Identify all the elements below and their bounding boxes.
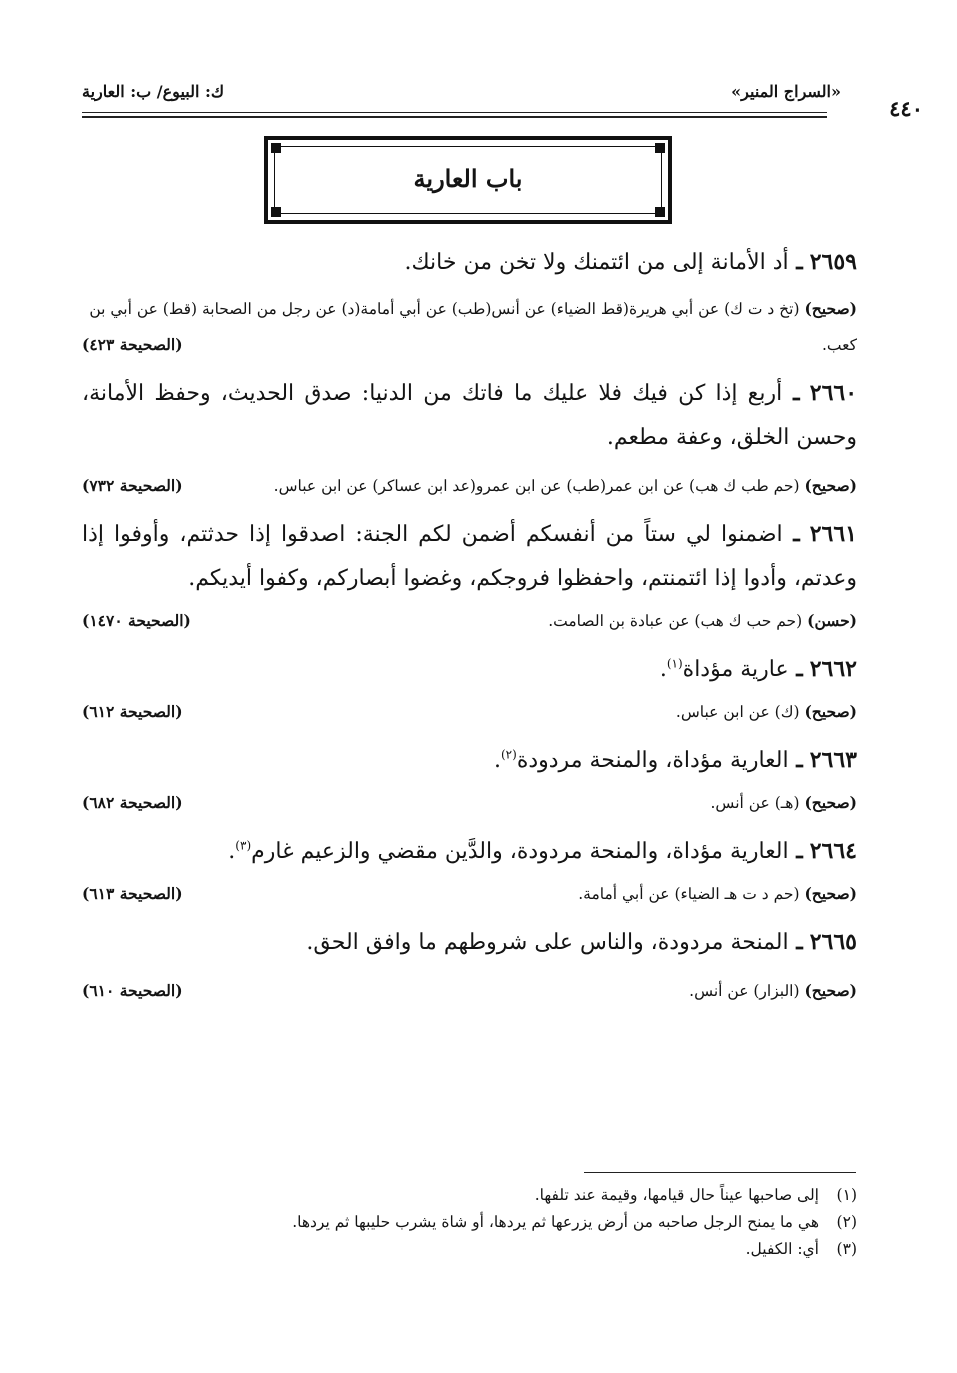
- footnote-marker: (١): [666, 656, 683, 671]
- footnote-text: إلى صاحبها عيناً حال قيامها، وقيمة عند تلفها.: [534, 1186, 819, 1204]
- hadith-source-text: (ك) عن ابن عباس.: [675, 703, 800, 721]
- hadith-reference: (الصحيحة ٦١٠): [82, 981, 183, 1000]
- hadith-text-line: ٢٦٦٢ ـ عارية مؤداة$^{(١)}$.: [659, 656, 857, 682]
- footnote-text: أي: الكفيل.: [745, 1240, 819, 1258]
- page-number: ٤٤٠: [889, 96, 923, 121]
- hadith-source-text: (حم د ت هـ الضياء) عن أبي أمامة.: [578, 885, 800, 903]
- hadith-number: ٢٦٦٤: [809, 838, 857, 864]
- hadith-reference: (الصحيحة ٦١٣): [82, 884, 183, 903]
- hadith-text-line: ٢٦٦٣ ـ العارية مؤداة، والمنحة مردودة$^{(٢)}$.: [493, 747, 857, 773]
- hadith-source: [82, 291, 857, 363]
- hadith-grade: (صحيح): [804, 793, 857, 812]
- header-rule-thick: [82, 116, 827, 118]
- footnote-number: (٣): [836, 1240, 857, 1258]
- hadith-text-line: ٢٦٦٤ ـ العارية مؤداة، والمنحة مردودة، والدَّين مقضي والزعيم غارم$^{(٣)}$.: [228, 838, 857, 864]
- hadith-grade: (صحيح): [804, 884, 857, 903]
- hadith-source-text: (حم طب ك هب) عن ابن عمر(طب) عن ابن عمرو(عد ابن عساكر) عن ابن عباس.: [273, 477, 800, 495]
- hadith-entry: [82, 738, 857, 821]
- book-title: «السراج المنير»: [731, 82, 841, 101]
- frame-corner-ornament: [271, 143, 281, 153]
- hadith-grade: (صحيح): [804, 981, 857, 1000]
- footnote: [82, 1182, 857, 1209]
- page-header: [82, 78, 923, 121]
- hadith-reference: (الصحيحة ٦٨٢): [82, 793, 183, 812]
- hadith-number: ٢٦٥٩: [809, 249, 857, 275]
- hadith-text-line: ٢٦٦٠ ـ أربع إذا كن فيك فلا عليك ما فاتك من الدنيا: صدق الحديث، وحفظ الأمانة، وحسن الخلق، وعفة مطعم.: [82, 380, 858, 450]
- hadith-source-text: (هـ) عن أنس.: [710, 794, 800, 812]
- hadith-reference: (الصحيحة ٦١٢): [82, 702, 183, 721]
- footnote-separator: [584, 1172, 856, 1173]
- hadith-source: [82, 603, 857, 639]
- footnote: [82, 1236, 857, 1263]
- hadith-number: ٢٦٦٣: [809, 747, 857, 773]
- hadith-source: [82, 785, 857, 821]
- hadith-grade: (صحيح): [804, 299, 857, 318]
- chapter-title: باب العارية: [413, 164, 523, 193]
- hadith-text-line: ٢٦٦٥ ـ المنحة مردودة، والناس على شروطهم ما وافق الحق.: [306, 929, 857, 955]
- footnotes: [82, 1182, 857, 1263]
- hadith-text: المنحة مردودة، والناس على شروطهم ما وافق الحق.: [306, 930, 789, 955]
- hadith-text: العارية مؤداة، والمنحة مردودة: [516, 748, 789, 773]
- frame-corner-ornament: [655, 207, 665, 217]
- hadith-entry: [82, 371, 857, 504]
- footnote-number: (٢): [836, 1213, 857, 1231]
- hadith-text-line: ٢٦٦١ ـ اضمنوا لي ستاً من أنفسكم أضمن لكم الجنة: اصدقوا إذا حدثتم، وأوفوا إذا وعدتم، وأدوا إذا ائتمنتم، واحفظوا فروجكم، وغضوا أبصاركم، وكفوا أيديكم.: [82, 521, 857, 591]
- hadith-grade: (حسن): [807, 611, 857, 630]
- header-rule: [82, 112, 827, 113]
- hadith-entry: [82, 240, 857, 363]
- hadith-reference: (الصحيحة ١٤٧٠): [82, 611, 191, 630]
- hadith-grade: (صحيح): [804, 702, 857, 721]
- footnote-marker: (٢): [500, 747, 517, 762]
- hadith-number: ٢٦٦٥: [809, 929, 857, 955]
- hadith-text: أد الأمانة إلى من ائتمنك ولا تخن من خانك.: [404, 250, 789, 275]
- footnote-text: هي ما يمنح الرجل صاحبه من أرض يزرعها ثم يردها، أو شاة يشرب حليبها ثم يردها.: [292, 1213, 819, 1231]
- hadith-reference: (الصحيحة ٧٣٢): [82, 476, 183, 495]
- frame-corner-ornament: [271, 207, 281, 217]
- hadith-number: ٢٦٦٢: [809, 656, 857, 682]
- hadith-source: [82, 876, 857, 912]
- hadith-entry: [82, 647, 857, 730]
- hadith-source-text: (البزار) عن أنس.: [689, 982, 800, 1000]
- hadith-number: ٢٦٦١: [809, 521, 857, 547]
- section-title: ك: البيوع/ ب: العارية: [82, 82, 225, 101]
- hadith-list: [82, 240, 857, 1017]
- frame-corner-ornament: [655, 143, 665, 153]
- hadith-source: [82, 973, 857, 1009]
- hadith-entry: [82, 512, 857, 639]
- chapter-title-frame: [264, 136, 672, 224]
- footnote-marker: (٣): [235, 838, 252, 853]
- hadith-source: [82, 694, 857, 730]
- hadith-grade: (صحيح): [804, 476, 857, 495]
- hadith-entry: [82, 829, 857, 912]
- hadith-source-text: (حم حب ك هب) عن عبادة بن الصامت.: [548, 612, 803, 630]
- footnote-number: (١): [836, 1186, 857, 1204]
- hadith-text-line: ٢٦٥٩ ـ أد الأمانة إلى من ائتمنك ولا تخن من خانك.: [404, 249, 857, 275]
- hadith-text: أربع إذا كن فيك فلا عليك ما فاتك من الدنيا: صدق الحديث، وحفظ الأمانة، وحسن الخلق، وعفة مطعم.: [82, 381, 857, 450]
- hadith-text: اضمنوا لي ستاً من أنفسكم أضمن لكم الجنة: اصدقوا إذا حدثتم، وأوفوا إذا وعدتم، وأدوا إذا ائتمنتم، واحفظوا فروجكم، وغضوا أبصاركم، وكفوا أيديكم.: [82, 522, 857, 591]
- hadith-reference: (الصحيحة ٤٢٣): [82, 335, 183, 354]
- hadith-entry: [82, 920, 857, 1009]
- hadith-number: ٢٦٦٠: [809, 380, 858, 406]
- hadith-text: العارية مؤداة، والمنحة مردودة، والدَّين مقضي والزعيم غارم: [251, 839, 789, 864]
- hadith-source: [82, 468, 857, 504]
- hadith-text: عارية مؤداة: [682, 657, 789, 682]
- footnote: [82, 1209, 857, 1236]
- hadith-source-text: (تخ د ت ك) عن أبي هريرة(قط الضياء) عن أنس(طب) عن أبي أمامة(د) عن رجل من الصحابة (قط) عن أبي بن كعب.: [89, 300, 857, 354]
